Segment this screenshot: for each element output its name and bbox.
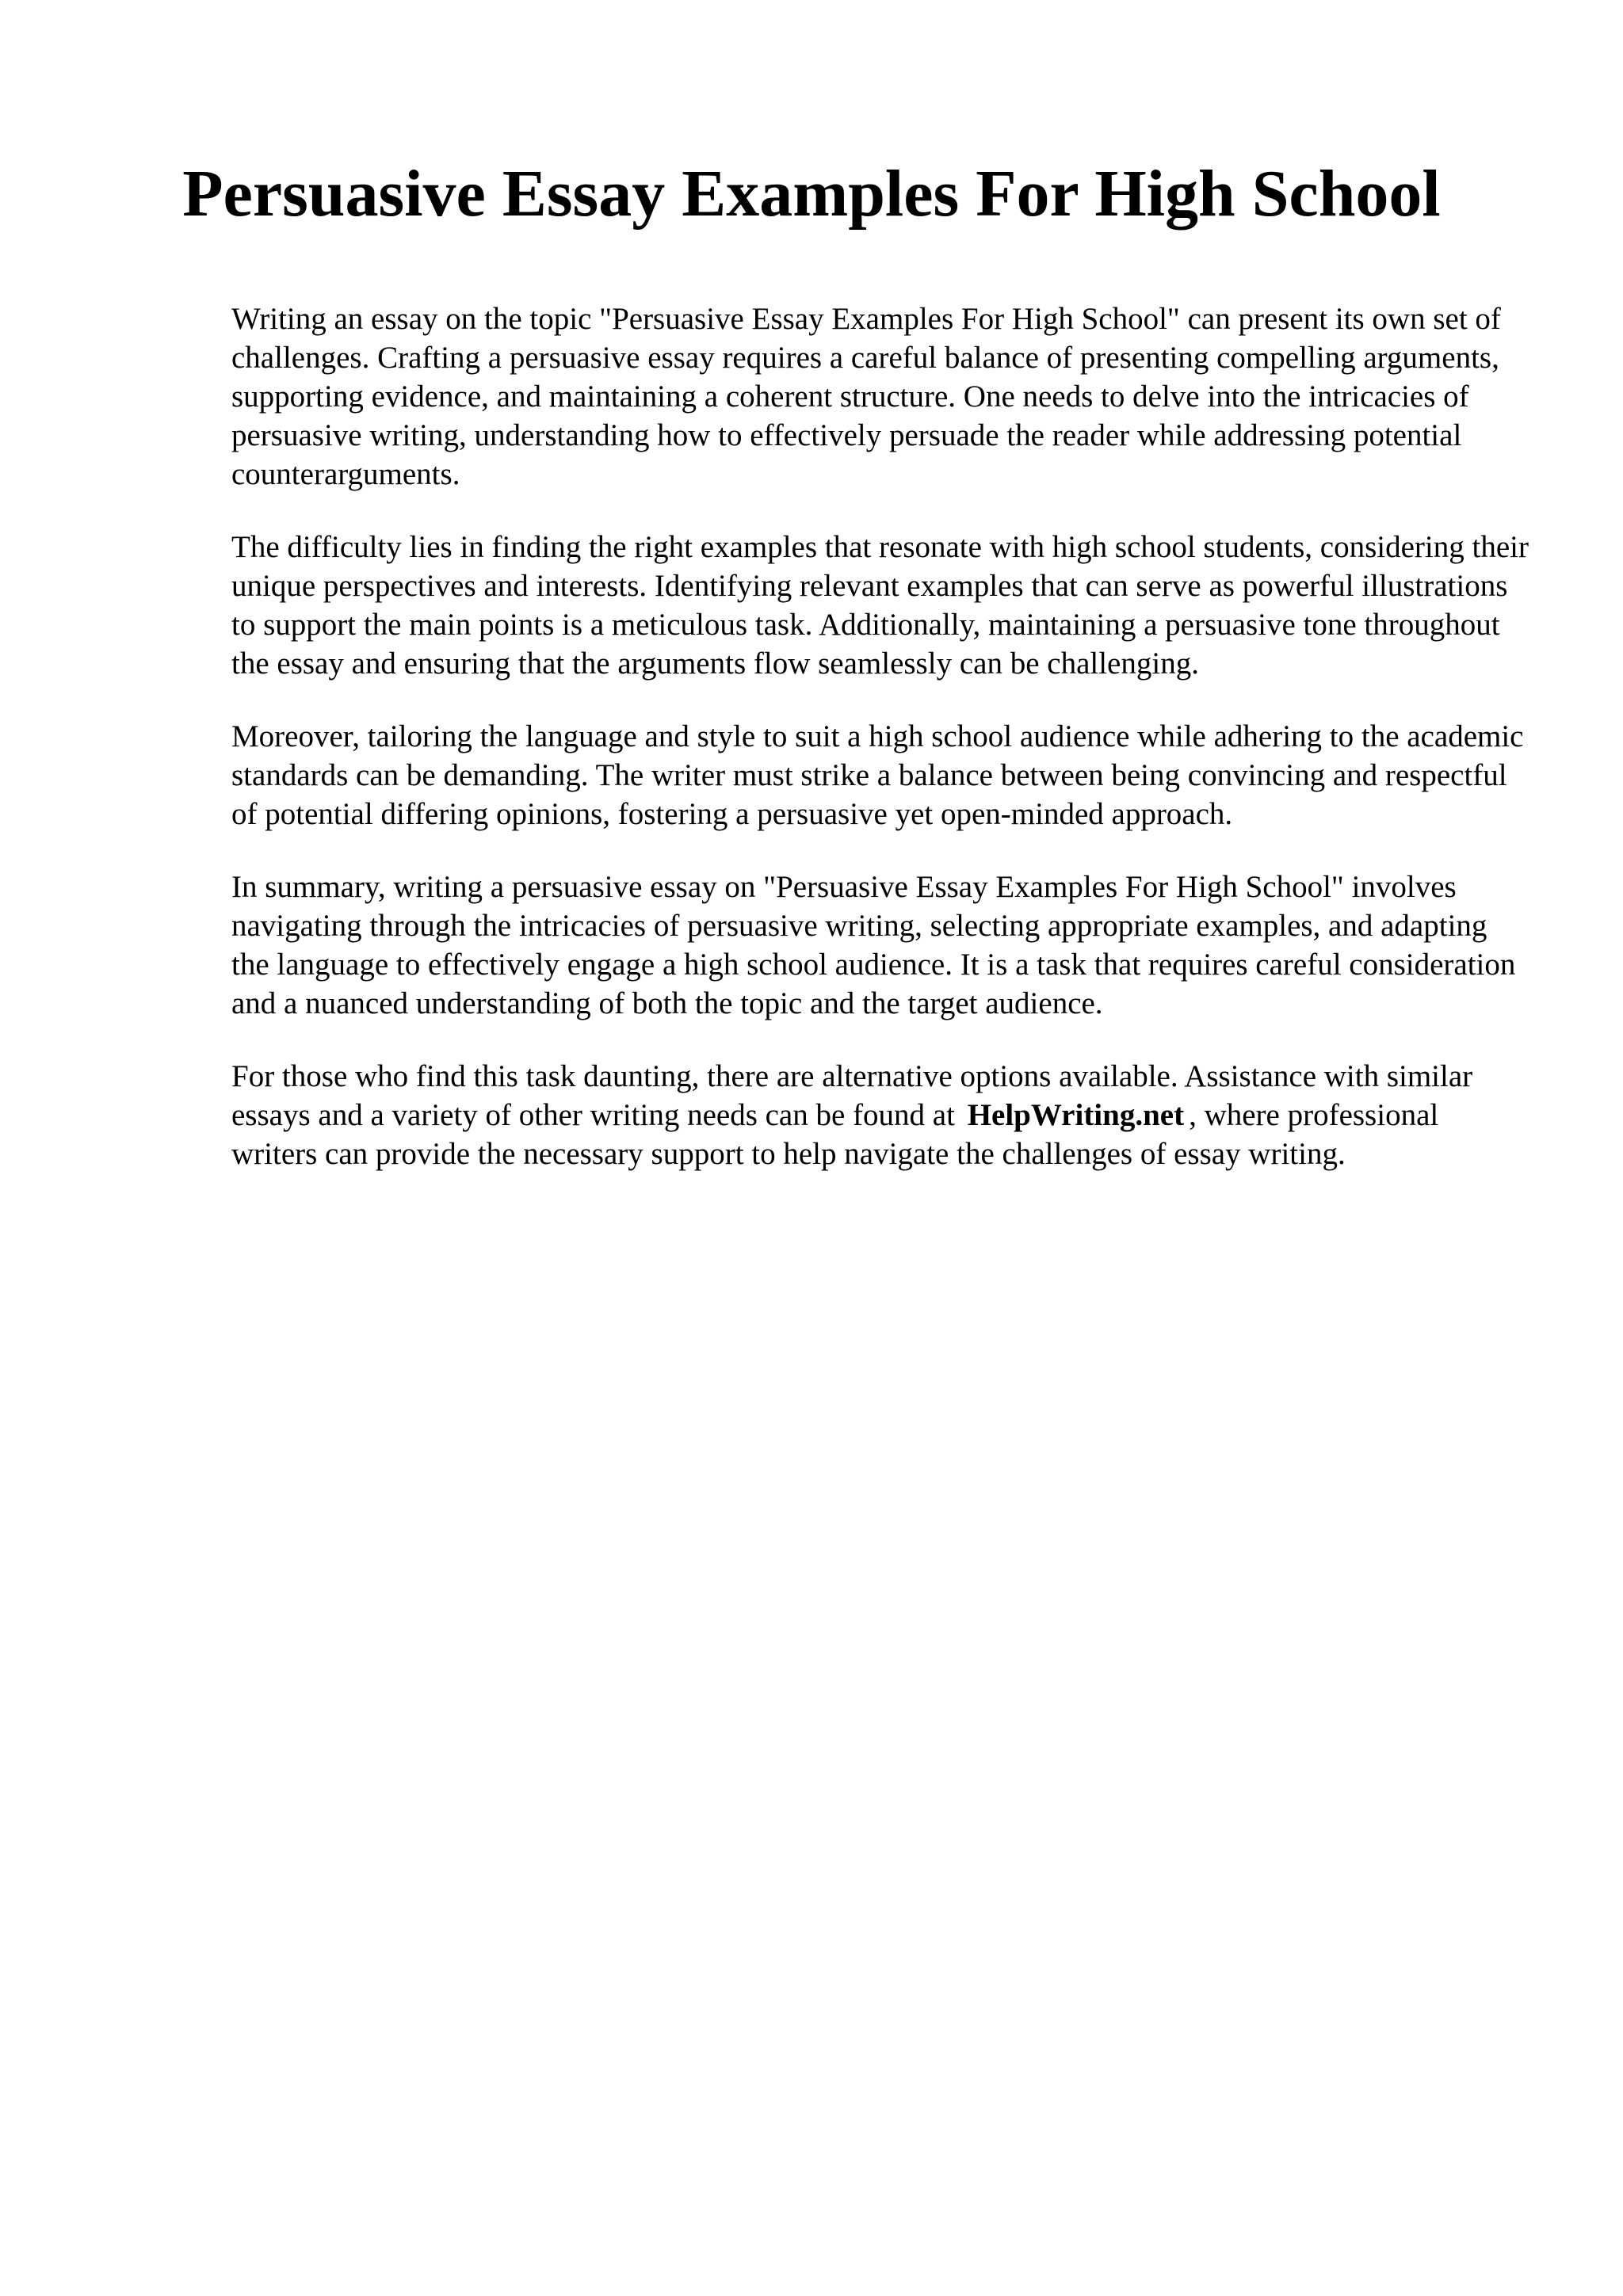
document-body bbox=[231, 299, 1531, 1207]
paragraph-3: Moreover, tailoring the language and style to suit a high school audience while adhering to the academic standards can be demanding. The writer must strike a balance between being convincing and respectful of potential differing opinions, fostering a persuasive yet open-minded approach. bbox=[231, 719, 1524, 831]
paragraph-4: In summary, writing a persuasive essay on "Persuasive Essay Examples For High School" involves navigating through the intricacies of persuasive writing, selecting appropriate examples, and adapting the language to effectively engage a high school audience. It is a task that requires careful consideration and a nuanced understanding of both the topic and the target audience. bbox=[231, 870, 1516, 1020]
closing-text-before-link: For those who find this task daunting, there are alternative options available. Assistance with similar essays and a variety of other writing needs can be found at bbox=[231, 1059, 1473, 1132]
helpwriting-link[interactable]: HelpWriting.net bbox=[967, 1098, 1185, 1132]
paragraph-5 bbox=[231, 1057, 1531, 1173]
paragraph-1: Writing an essay on the topic "Persuasive Essay Examples For High School" can present its own set of challenges. Crafting a persuasive essay requires a careful balance of presenting compelling arguments, supporting evidence, and maintaining a coherent structure. One needs to delve into the intricacies of persuasive writing, understanding how to effectively persuade the reader while addressing potential counterarguments. bbox=[231, 302, 1501, 491]
paragraph-2: The difficulty lies in finding the right examples that resonate with high school students, considering their unique perspectives and interests. Identifying relevant examples that can serve as powerful illustrations to support the main points is a meticulous task. Additionally, maintaining a persuasive tone throughout the essay and ensuring that the arguments flow seamlessly can be challenging. bbox=[231, 530, 1529, 681]
closing-text-after-link: , where professional writers can provide the necessary support to help navigate the challenges of essay writing. bbox=[231, 1098, 1439, 1171]
document-title: Persuasive Essay Examples For High School bbox=[182, 157, 1441, 231]
